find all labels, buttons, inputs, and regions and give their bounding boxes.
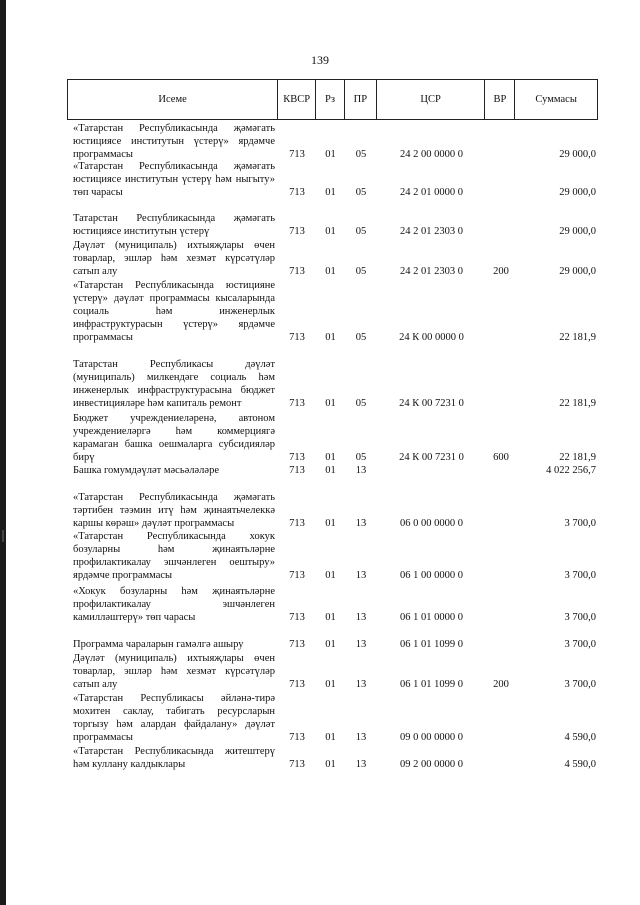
row-sum: 3 700,0 (564, 569, 596, 581)
row-pr: 05 (355, 225, 367, 237)
row-rz: 01 (325, 569, 336, 581)
row-sum: 4 590,0 (564, 758, 596, 770)
row-name: «Хокук бозуларны һәм җинаятьләрне профилактикалау эшчәнлеген камилләштерү» төп чарасы (73, 585, 275, 623)
row-kvsr: 713 (289, 517, 305, 529)
table-row (67, 624, 598, 651)
row-sum: 22 181,9 (559, 451, 596, 463)
row-vr: 200 (493, 265, 509, 277)
table-body (67, 122, 598, 771)
row-kvsr: 713 (289, 731, 305, 743)
table-header (67, 79, 598, 120)
row-sum: 4 590,0 (564, 731, 596, 743)
row-pr: 05 (355, 265, 367, 277)
row-pr: 13 (355, 731, 367, 743)
table-row (67, 238, 598, 278)
row-kvsr: 713 (289, 638, 305, 650)
row-csr: 06 1 00 0000 0 (400, 569, 463, 581)
row-name: Татарстан Республикасы дәүләт (муниципаль) милкендәге социаль һәм инженерлык инфраструктурасына бюджет инвестицияләре һәм капиталь ремонт (73, 358, 275, 409)
row-kvsr: 713 (289, 451, 305, 463)
row-rz: 01 (325, 638, 336, 650)
row-sum: 3 700,0 (564, 517, 596, 529)
header-pr: ПР (345, 80, 377, 119)
row-csr: 24 К 00 7231 0 (399, 397, 464, 409)
row-sum: 29 000,0 (559, 186, 596, 198)
row-kvsr: 713 (289, 186, 305, 198)
table-row (67, 122, 598, 161)
table-row (67, 464, 598, 477)
row-rz: 01 (325, 451, 336, 463)
row-sum: 3 700,0 (564, 611, 596, 623)
scan-mark (2, 530, 4, 542)
row-pr: 05 (355, 148, 367, 160)
row-rz: 01 (325, 758, 336, 770)
row-name: «Татарстан Республикасында юстицияне үстерү» дәүләт программасы кысаларында социаль һәм инженерлык инфраструктурасын үстерү» ярдәмче программасы (73, 279, 275, 343)
header-vr: ВР (485, 80, 515, 119)
row-csr: 06 1 01 1099 0 (400, 678, 463, 690)
table-row (67, 278, 598, 344)
header-sum: Суммасы (535, 94, 577, 105)
row-csr: 06 1 01 0000 0 (400, 611, 463, 623)
row-kvsr: 713 (289, 678, 305, 690)
row-sum: 3 700,0 (564, 678, 596, 690)
row-pr: 13 (355, 611, 367, 623)
row-csr: 06 1 01 1099 0 (400, 638, 463, 650)
row-name: Бюджет учреждениеләренә, автоном учреждениеләргә һәм коммерциягә карамаган башка оешмаларга субсидияләр бирү (73, 412, 275, 463)
row-csr: 24 2 01 2303 0 (400, 265, 463, 277)
row-kvsr: 713 (289, 148, 305, 160)
row-pr: 05 (355, 331, 367, 343)
header-csr: ЦСР (377, 80, 486, 119)
row-sum: 22 181,9 (559, 397, 596, 409)
row-rz: 01 (325, 517, 336, 529)
row-rz: 01 (325, 148, 336, 160)
row-csr: 24 2 01 2303 0 (400, 225, 463, 237)
table-row (67, 744, 598, 771)
row-pr: 05 (355, 397, 367, 409)
row-kvsr: 713 (289, 464, 305, 476)
row-kvsr: 713 (289, 569, 305, 581)
row-csr: 24 2 00 0000 0 (400, 148, 463, 160)
row-csr: 06 0 00 0000 0 (400, 517, 463, 529)
row-rz: 01 (325, 331, 336, 343)
row-csr: 09 0 00 0000 0 (400, 731, 463, 743)
row-sum: 4 022 256,7 (546, 464, 596, 476)
row-rz: 01 (325, 731, 336, 743)
row-rz: 01 (325, 611, 336, 623)
row-kvsr: 713 (289, 265, 305, 277)
row-name: «Татарстан Республикасында җәмәгать юстициясе институтын үстерү һәм ныгыту» төп чарасы (73, 160, 275, 198)
row-name: «Татарстан Республикасында җәмәгать юстициясе институтын үстерү» ярдәмче программасы (73, 122, 275, 160)
table-row (67, 410, 598, 464)
row-sum: 22 181,9 (559, 331, 596, 343)
header-name: Исеме (68, 80, 278, 119)
table-row (67, 477, 598, 530)
row-name: «Татарстан Республикасы әйләнә-тирә мохитен саклау, табигать ресурсларын торгызу һәм алардан файдалану» дәүләт программасы (73, 692, 275, 743)
row-rz: 01 (325, 464, 336, 476)
header-kvsr: КВСР (278, 80, 316, 119)
row-sum: 29 000,0 (559, 148, 596, 160)
row-name: Дәүләт (муниципаль) ихтыяҗлары өчен товарлар, эшләр һәм хезмәт күрсәтүләр сатып алу (73, 239, 275, 277)
row-csr: 24 2 01 0000 0 (400, 186, 463, 198)
row-csr: 24 К 00 7231 0 (399, 451, 464, 463)
table-row (67, 582, 598, 624)
row-kvsr: 713 (289, 611, 305, 623)
row-name: «Татарстан Республикасында җәмәгать тәртибен тәэмин итү һәм җинаятьчелеккә каршы көрәш» дәүләт программасы (73, 491, 275, 529)
row-kvsr: 713 (289, 331, 305, 343)
row-sum: 29 000,0 (559, 265, 596, 277)
table-row (67, 199, 598, 238)
table-row (67, 530, 598, 582)
table-row (67, 344, 598, 410)
row-rz: 01 (325, 225, 336, 237)
page-number: 139 (311, 53, 329, 67)
row-pr: 05 (355, 186, 367, 198)
row-sum: 3 700,0 (564, 638, 596, 650)
row-name: Башка гомумдәүләт мәсьәләләре (73, 464, 219, 476)
table-row (67, 691, 598, 744)
scan-left-edge (0, 0, 6, 905)
row-rz: 01 (325, 397, 336, 409)
row-vr: 200 (493, 678, 509, 690)
row-pr: 13 (355, 517, 367, 529)
row-vr: 600 (493, 451, 509, 463)
row-name: Программа чараларын гамәлгә ашыру (73, 638, 244, 650)
row-pr: 05 (355, 451, 367, 463)
row-pr: 13 (355, 638, 367, 650)
row-pr: 13 (355, 569, 367, 581)
row-rz: 01 (325, 265, 336, 277)
table-row (67, 161, 598, 199)
header-rz: Рз (316, 80, 345, 119)
row-name: «Татарстан Республикасында житештерү һәм куллану калдыклары (73, 745, 275, 770)
row-pr: 13 (355, 464, 367, 476)
row-rz: 01 (325, 678, 336, 690)
row-name: Дәүләт (муниципаль) ихтыяҗлары өчен товарлар, эшләр һәм хезмәт күрсәтүләр сатып алу (73, 652, 275, 690)
row-kvsr: 713 (289, 225, 305, 237)
table-row (67, 651, 598, 691)
row-pr: 13 (355, 678, 367, 690)
row-pr: 13 (355, 758, 367, 770)
row-sum: 29 000,0 (559, 225, 596, 237)
row-rz: 01 (325, 186, 336, 198)
row-kvsr: 713 (289, 758, 305, 770)
row-kvsr: 713 (289, 397, 305, 409)
row-csr: 24 К 00 0000 0 (399, 331, 464, 343)
row-name: Татарстан Республикасында җәмәгать юстициясе институтын үстерү (73, 212, 275, 237)
row-name: «Татарстан Республикасында хокук бозуларны һәм җинаятьләрне профилактикалау эшчәнлеген оештыру» ярдәмче программасы (73, 530, 275, 581)
row-csr: 09 2 00 0000 0 (400, 758, 463, 770)
